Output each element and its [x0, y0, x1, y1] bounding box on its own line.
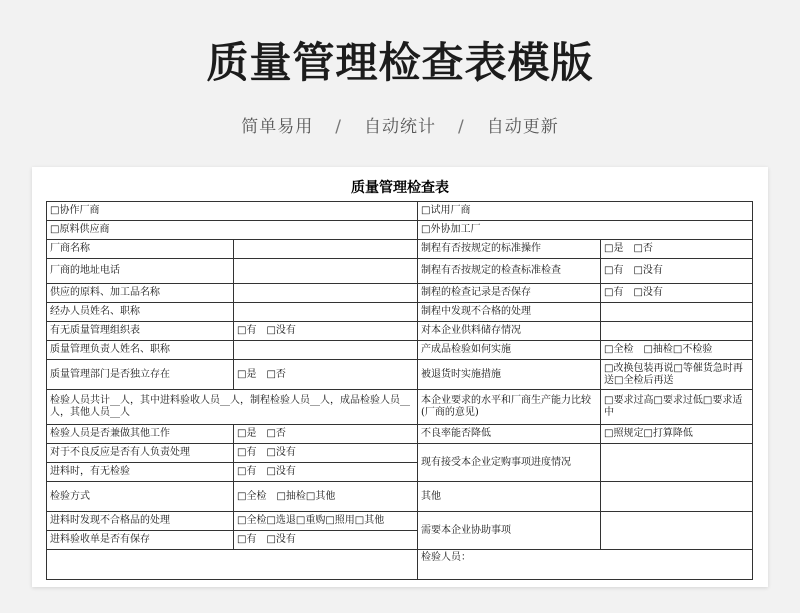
table-row [47, 444, 753, 463]
value-materials[interactable] [234, 284, 418, 303]
value-other[interactable] [601, 482, 753, 512]
option-incoming-inspection[interactable]: □有 □没有 [234, 463, 418, 482]
option-standard-operation[interactable]: □是 □否 [601, 240, 753, 259]
field-inspector-counts[interactable]: 检验人员共计__人，其中进料验收人员__人，制程检验人员__人，成品检验人员__人，其他人员__人 [47, 390, 418, 425]
value-assistance-needed[interactable] [601, 512, 753, 550]
label-records-kept: 制程的检查记录是否保存 [418, 284, 601, 303]
option-return-measures[interactable]: □改换包装再说□等催货急时再送□全检后再送 [601, 360, 753, 390]
tag-separator: / [458, 117, 465, 137]
field-outsource-factory[interactable]: □外协加工厂 [418, 221, 753, 240]
table-row [47, 221, 753, 240]
label-incoming-inspection: 进料时，有无检验 [47, 463, 234, 482]
label-incoming-reject-handling: 进料时发现不合格品的处理 [47, 512, 234, 531]
feature-tagline [0, 112, 800, 137]
option-incoming-reject-handling[interactable]: □全检□选退□重购□照用□其他 [234, 512, 418, 531]
label-return-measures: 被退货时实施措施 [418, 360, 601, 390]
option-receipt-kept[interactable]: □有 □没有 [234, 531, 418, 550]
option-capability-compare[interactable]: □要求过高□要求过低□要求适中 [601, 390, 753, 425]
tag-easy: 简单易用 [241, 117, 314, 137]
table-row [47, 322, 753, 341]
blank-cell [47, 550, 418, 580]
label-receipt-kept: 进料验收单是否有保存 [47, 531, 234, 550]
option-records-kept[interactable]: □有 □没有 [601, 284, 753, 303]
value-handler[interactable] [234, 303, 418, 322]
page-title: 质量管理检查表模版 [206, 38, 594, 87]
value-nonconformity-handling[interactable] [601, 303, 753, 322]
form-title: 质量管理检查表 [351, 180, 449, 196]
label-qm-dept-independent: 质量管理部门是否独立存在 [47, 360, 234, 390]
field-raw-supplier[interactable]: □原料供应商 [47, 221, 418, 240]
option-product-inspection[interactable]: □全检 □抽检□不检验 [601, 341, 753, 360]
table-row [47, 482, 753, 512]
label-capability-compare: 本企业要求的水平和厂商生产能力比较(厂商的意见) [418, 390, 601, 425]
field-inspector-signature[interactable]: 检验人员： [418, 550, 753, 580]
label-materials: 供应的原料、加工品名称 [47, 284, 234, 303]
option-inspection-method[interactable]: □全检 □抽检□其他 [234, 482, 418, 512]
label-defect-rate: 不良率能否降低 [418, 425, 601, 444]
option-inspection-standard[interactable]: □有 □没有 [601, 259, 753, 284]
table-row [47, 360, 753, 390]
option-qm-dept-independent[interactable]: □是 □否 [234, 360, 418, 390]
label-inspection-method: 检验方式 [47, 482, 234, 512]
value-storage-status[interactable] [601, 322, 753, 341]
tag-auto-stats: 自动统计 [364, 117, 436, 137]
label-vendor-name: 厂商名称 [47, 240, 234, 259]
tag-separator: / [335, 117, 342, 137]
field-collab-vendor[interactable]: □协作厂商 [47, 202, 418, 221]
value-qm-manager[interactable] [234, 341, 418, 360]
label-other: 其他 [418, 482, 601, 512]
table-row [47, 425, 753, 444]
label-assistance-needed: 需要本企业协助事项 [418, 512, 601, 550]
value-order-progress[interactable] [601, 444, 753, 482]
label-qm-manager: 质量管理负责人姓名、职称 [47, 341, 234, 360]
value-vendor-name[interactable] [234, 240, 418, 259]
table-row [47, 202, 753, 221]
label-product-inspection: 产成品检验如何实施 [418, 341, 601, 360]
field-trial-vendor[interactable]: □试用厂商 [418, 202, 753, 221]
value-vendor-address[interactable] [234, 259, 418, 284]
option-qm-org-chart[interactable]: □有 □没有 [234, 322, 418, 341]
label-vendor-address: 厂商的地址电话 [47, 259, 234, 284]
option-defect-rate[interactable]: □照规定□打算降低 [601, 425, 753, 444]
table-row [47, 390, 753, 425]
label-inspection-standard: 制程有否按规定的检查标准检查 [418, 259, 601, 284]
label-storage-status: 对本企业供料储存情况 [418, 322, 601, 341]
label-defect-handler: 对于不良反应是否有人负责处理 [47, 444, 234, 463]
table-row [47, 303, 753, 322]
table-row [47, 550, 753, 580]
table-row [47, 512, 753, 531]
label-nonconformity-handling: 制程中发现不合格的处理 [418, 303, 601, 322]
table-row [47, 259, 753, 284]
tag-auto-update: 自动更新 [486, 117, 559, 137]
option-inspector-other-work[interactable]: □是 □否 [234, 425, 418, 444]
label-handler: 经办人员姓名、职称 [47, 303, 234, 322]
label-inspector-other-work: 检验人员是否兼做其他工作 [47, 425, 234, 444]
label-standard-operation: 制程有否按规定的标准操作 [418, 240, 601, 259]
table-row [47, 240, 753, 259]
table-row [47, 341, 753, 360]
table-row [47, 284, 753, 303]
label-order-progress: 现有接受本企业定购事项进度情况 [418, 444, 601, 482]
option-defect-handler[interactable]: □有 □没有 [234, 444, 418, 463]
inspection-table [46, 201, 753, 580]
label-qm-org-chart: 有无质量管理组织表 [47, 322, 234, 341]
form-sheet [32, 167, 768, 587]
